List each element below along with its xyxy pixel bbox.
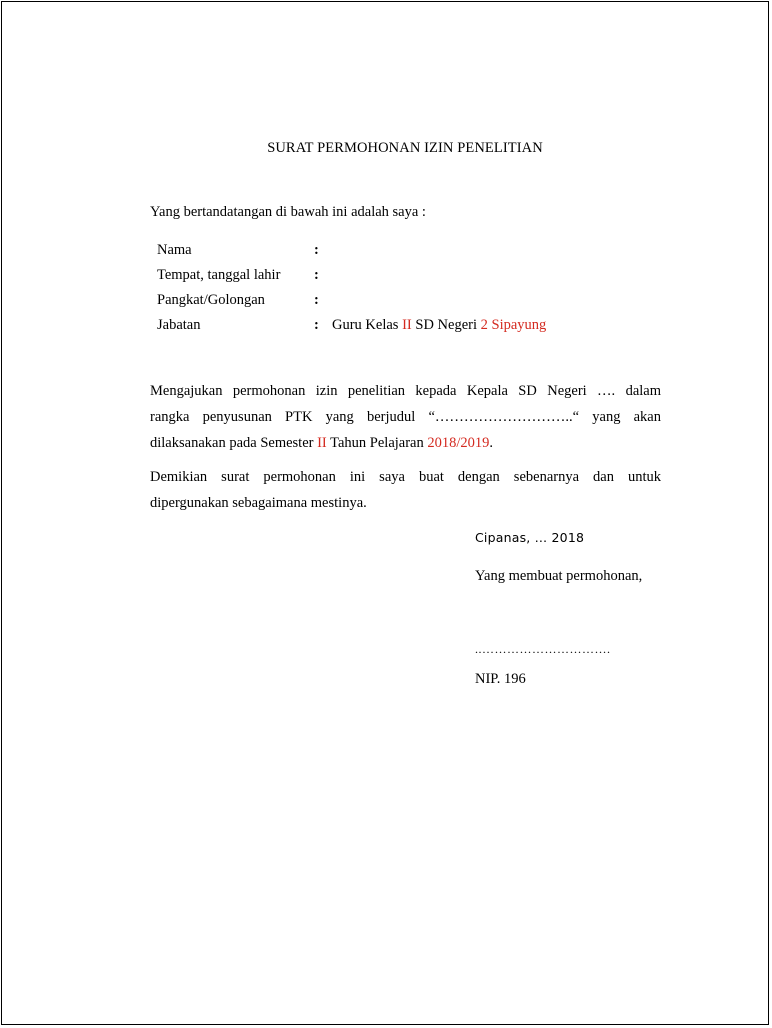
paragraph-line: Demikian surat permohonan ini saya buat dengan sebenarnya dan untuk [150,469,661,485]
paragraph-text: . [489,435,494,451]
request-paragraph [150,378,661,456]
field-label-nama: Nama [157,242,192,258]
paragraph-line: Mengajukan permohonan izin penelitian kepada Kepala SD Negeri …. dalam [150,383,661,399]
field-value-jabatan [332,317,546,334]
closing-paragraph [150,464,661,516]
paragraph-line: rangka penyusunan PTK yang berjudul “………………………..“ yang akan [150,409,661,425]
field-colon: : [314,317,319,333]
letter-title: SURAT PERMOHONAN IZIN PENELITIAN [267,140,543,156]
paragraph-text: Tahun Pelajaran [326,435,428,451]
year-highlight: 2018/2019 [427,435,490,451]
signature-name-placeholder: ..…………………………. [475,642,611,656]
field-label-jabatan: Jabatan [157,317,201,333]
signature-nip: NIP. 196 [475,671,526,687]
field-colon: : [314,267,319,283]
kelas-highlight: II [402,317,412,333]
school-highlight: 2 Sipayung [480,317,547,333]
field-colon: : [314,242,319,258]
field-label-pangkat-golongan: Pangkat/Golongan [157,292,265,308]
jabatan-text: SD Negeri [411,317,481,333]
document-page [1,1,769,1025]
paragraph-line [150,430,661,456]
paragraph-line: dipergunakan sebagaimana mestinya. [150,495,367,511]
intro-text: Yang bertandatangan di bawah ini adalah saya : [150,204,426,220]
signature-maker: Yang membuat permohonan, [475,568,643,584]
signature-place-date: Cipanas, … 2018 [475,530,585,545]
jabatan-text: Guru Kelas [332,317,403,333]
field-colon: : [314,292,319,308]
field-label-tempat-tanggal-lahir: Tempat, tanggal lahir [157,267,281,283]
paragraph-text: dilaksanakan pada Semester [150,435,318,451]
semester-highlight: II [317,435,327,451]
